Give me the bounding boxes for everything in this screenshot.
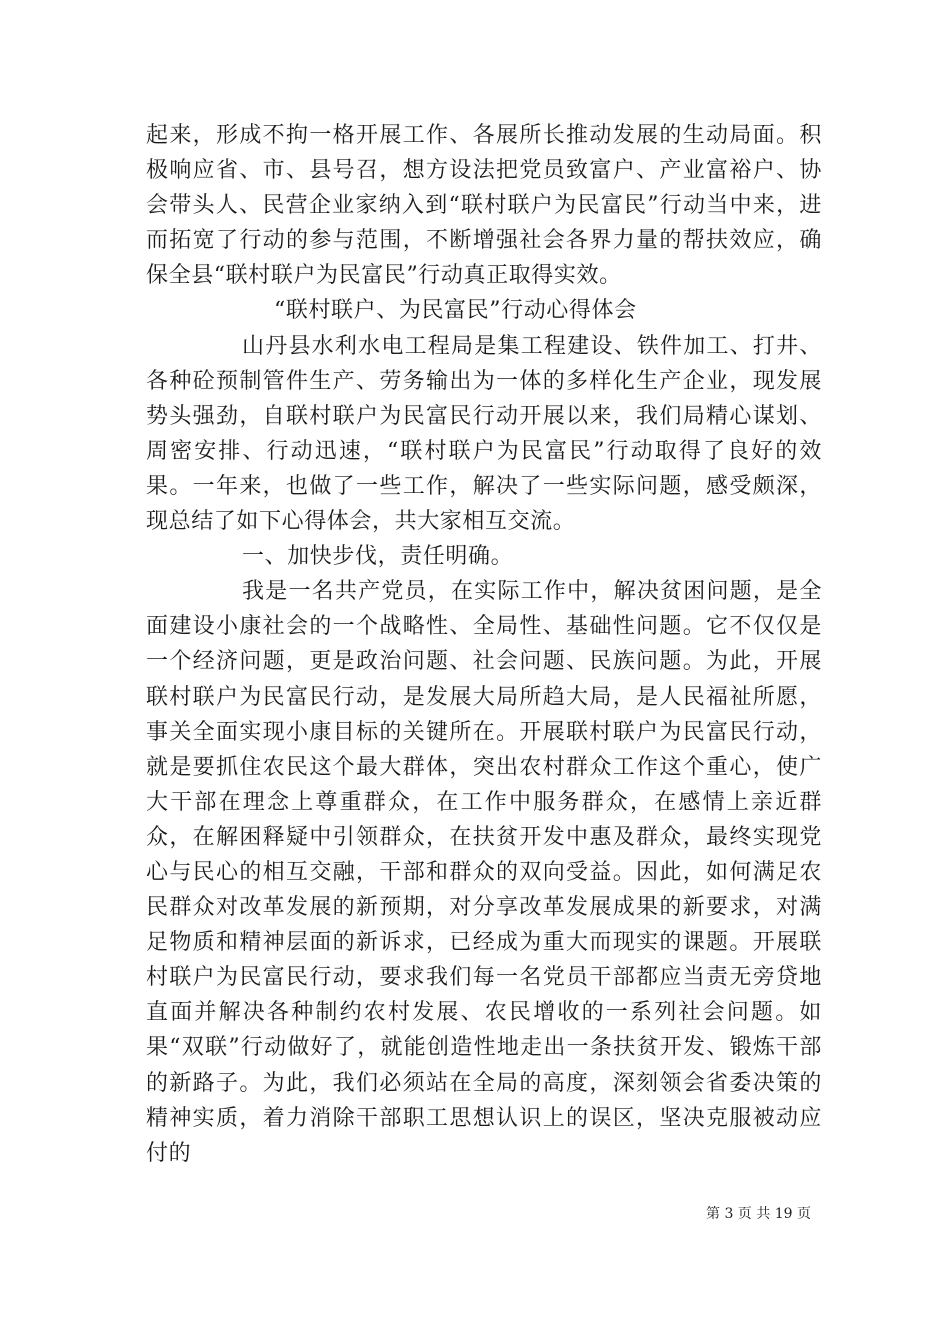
intro-paragraph: 山丹县水利水电工程局是集工程建设、铁件加工、打井、各种砼预制管件生产、劳务输出为一体的多样化生产企业，现发展势头强劲，自联村联户为民富民行动开展以来，我们局精心谋划、周密安排、行动迅速，“联村联户为民富民”行动取得了良好的效果。一年来，也做了一些工作，解决了一些实际问题，感受颇深，现总结了如下心得体会，共大家相互交流。	[146, 333, 822, 535]
section-heading-1: 一、加快步伐，责任明确。	[242, 544, 514, 570]
continuation-paragraph: 起来，形成不拘一格开展工作、各展所长推动发展的生动局面。积极响应省、市、县号召，想方设法把党员致富户、产业富裕户、协会带头人、民营企业家纳入到“联村联户为民富民”行动当中来，进而拓宽了行动的参与范围，不断增强社会各界力量的帮扶效应，确保全县“联村联户为民富民”行动真正取得实效。	[146, 123, 822, 289]
page-number: 第 3 页 共 19 页	[706, 1206, 811, 1222]
document-body	[146, 118, 822, 1171]
body-paragraph: 我是一名共产党员，在实际工作中，解决贫困问题，是全面建设小康社会的一个战略性、全局性、基础性问题。它不仅仅是一个经济问题，更是政治问题、社会问题、民族问题。为此，开展联村联户为民富民行动，是发展大局所趋大局，是人民福祉所愿，事关全面实现小康目标的关键所在。开展联村联户为民富民行动，就是要抓住农民这个最大群体，突出农村群众工作这个重心，使广大干部在理念上尊重群众，在工作中服务群众，在感情上亲近群众，在解困释疑中引领群众，在扶贫开发中惠及群众，最终实现党心与民心的相互交融，干部和群众的双向受益。因此，如何满足农民群众对改革发展的新预期，对分享改革发展成果的新要求，对满足物质和精神层面的新诉求，已经成为重大而现实的课题。开展联村联户为民富民行动，要求我们每一名党员干部都应当责无旁贷地直面并解决各种制约农村发展、农民增收的一系列社会问题。如果“双联”行动做好了，就能创造性地走出一条扶贫开发、锻炼干部的新路子。为此，我们必须站在全局的高度，深刻领会省委决策的精神实质，着力消除干部职工思想认识上的误区，坚决克服被动应付的	[146, 579, 822, 1166]
section-title: “联村联户、为民富民”行动心得体会	[274, 298, 637, 324]
